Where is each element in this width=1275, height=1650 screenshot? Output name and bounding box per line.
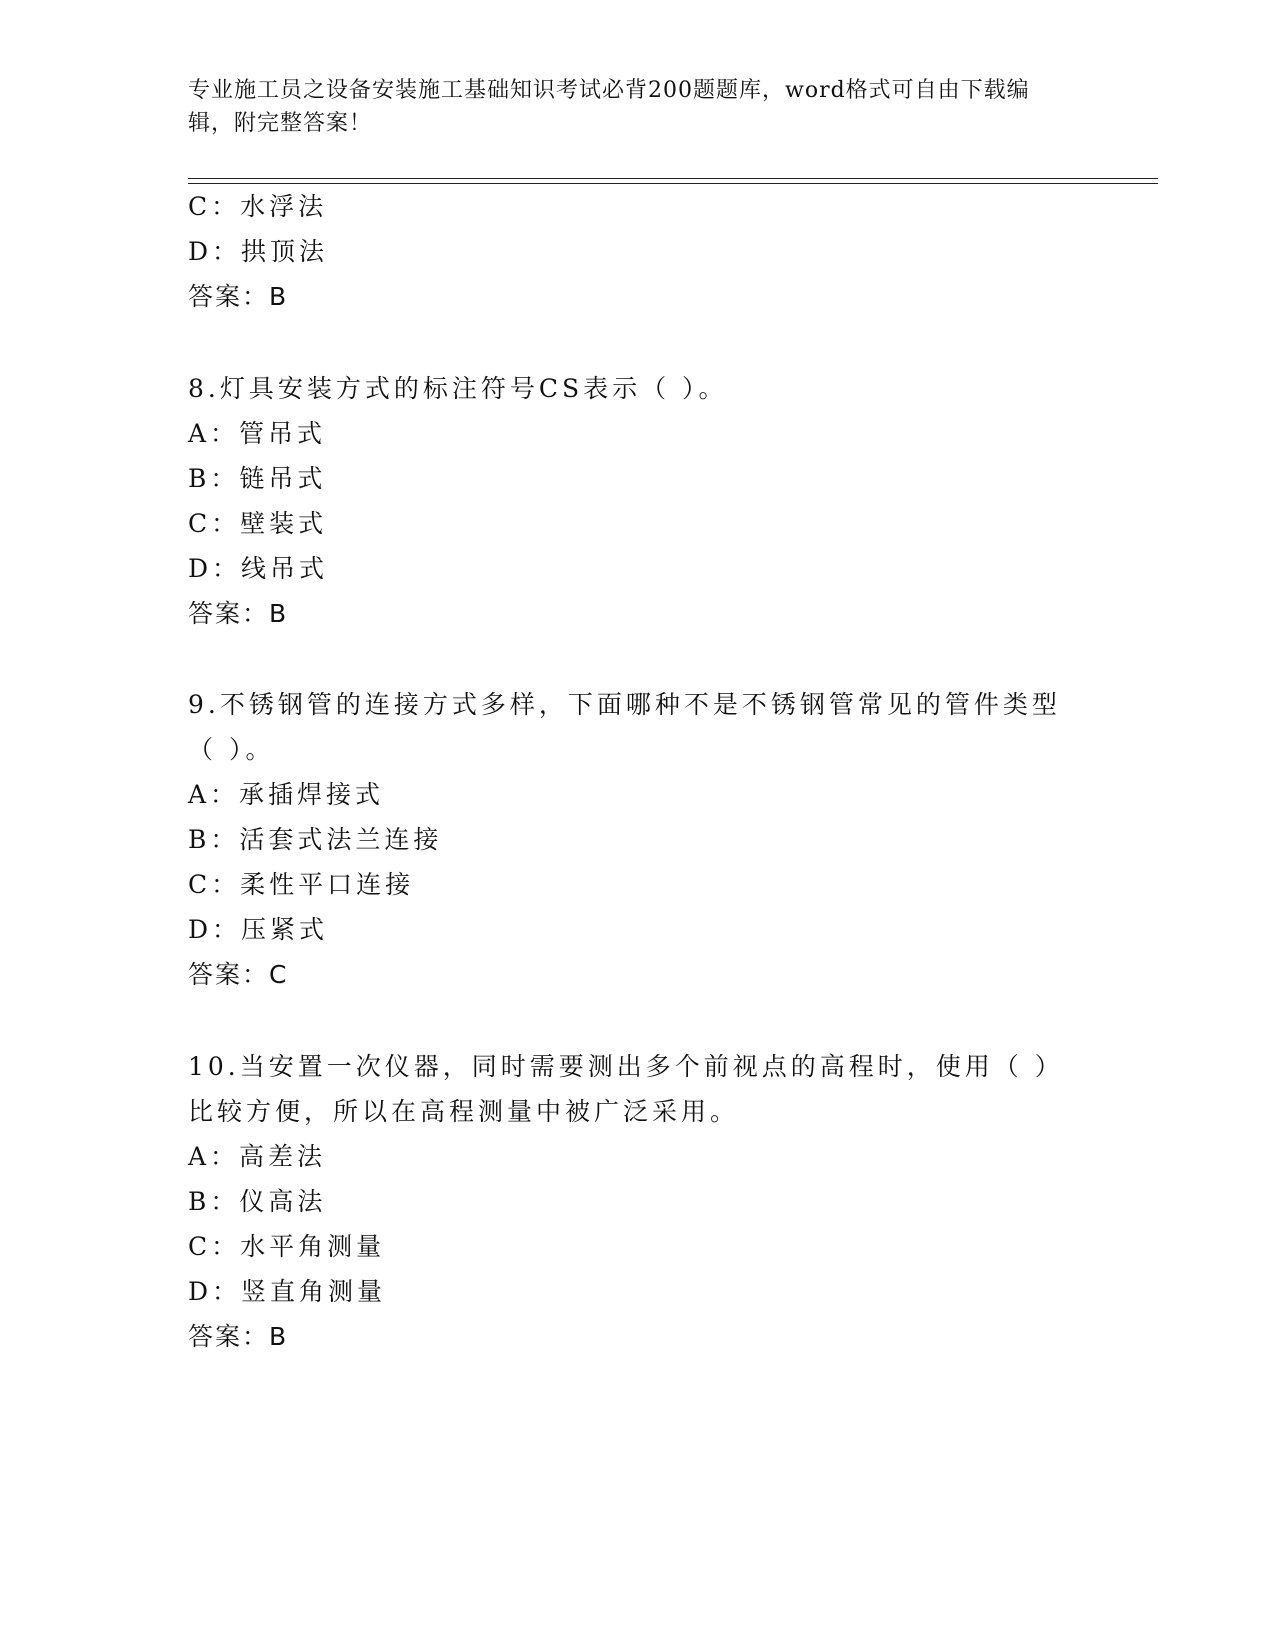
q9-option-b: B：活套式法兰连接 <box>188 825 443 854</box>
q8-option-d: D：线吊式 <box>188 554 329 583</box>
q9-answer: 答案：C <box>188 960 289 989</box>
q8-option-b: B：链吊式 <box>188 464 327 493</box>
prev-answer: 答案：B <box>188 282 289 311</box>
q10-stem-line2: 比较方便，所以在高程测量中被广泛采用。 <box>188 1097 740 1126</box>
q9-stem-line1: 9.不锈钢管的连接方式多样，下面哪种不是不锈钢管常见的管件类型 <box>188 690 1061 719</box>
q10-answer: 答案：B <box>188 1322 289 1351</box>
q10-stem-line1: 10.当安置一次仪器，同时需要测出多个前视点的高程时，使用（ ） <box>188 1052 1064 1081</box>
q9-option-a: A：承插焊接式 <box>188 780 385 809</box>
header-rule-top <box>188 178 1158 179</box>
q10-option-b: B：仪高法 <box>188 1187 327 1216</box>
prev-option-d: D：拱顶法 <box>188 237 329 266</box>
document-header: 专业施工员之设备安装施工基础知识考试必背200题题库，word格式可自由下载编辑，附完整答案！ <box>188 78 1030 136</box>
q10-option-d: D：竖直角测量 <box>188 1277 387 1306</box>
q10-option-c: C：水平角测量 <box>188 1232 386 1261</box>
q8-option-a: A：管吊式 <box>188 419 327 448</box>
q9-option-d: D：压紧式 <box>188 915 329 944</box>
q10-option-a: A：高差法 <box>188 1142 327 1171</box>
header-rule-bottom <box>188 183 1158 184</box>
q8-stem: 8.灯具安装方式的标注符号CS表示（ ）。 <box>188 374 728 403</box>
q8-answer: 答案：B <box>188 599 289 628</box>
prev-option-c: C：水浮法 <box>188 192 328 221</box>
q9-stem-line2: （ ）。 <box>188 735 275 764</box>
q8-option-c: C：壁装式 <box>188 509 328 538</box>
q9-option-c: C：柔性平口连接 <box>188 870 415 899</box>
